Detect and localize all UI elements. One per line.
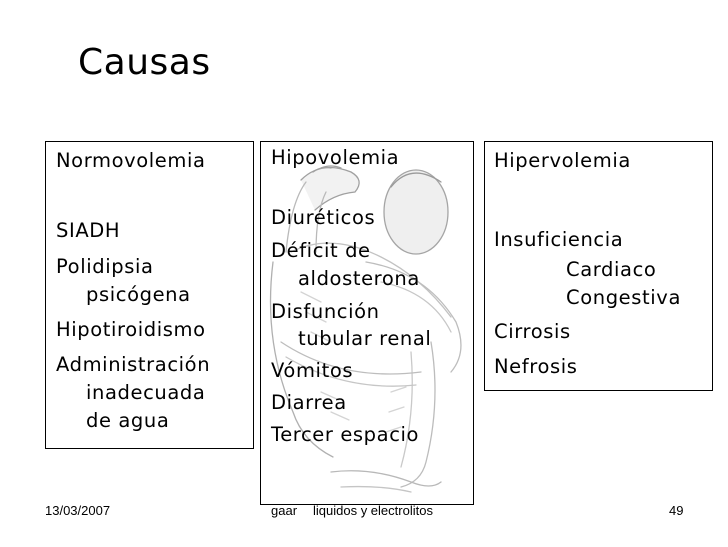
footer-topic: liquidos y electrolitos	[313, 503, 433, 518]
normovolemia-item: SIADH	[56, 219, 121, 242]
normovolemia-item: psicógena	[86, 283, 191, 306]
hipovolemia-item: Tercer espacio	[271, 423, 420, 446]
hipervolemia-item: Cirrosis	[494, 320, 571, 343]
normovolemia-item: Administración	[56, 353, 211, 376]
hipovolemia-item: Diuréticos	[271, 206, 376, 229]
hipovolemia-heading: Hipovolemia	[271, 146, 400, 169]
normovolemia-item: de agua	[86, 409, 170, 432]
hipovolemia-item: Diarrea	[271, 391, 347, 414]
hipervolemia-item: Insuficiencia	[494, 228, 624, 251]
hipovolemia-item: Vómitos	[271, 359, 354, 382]
normovolemia-item: inadecuada	[86, 381, 206, 404]
hipervolemia-item: Cardiaco	[566, 258, 657, 281]
footer-date: 13/03/2007	[45, 503, 111, 518]
slide-title: Causas	[78, 42, 211, 83]
hipovolemia-item: aldosterona	[298, 267, 420, 290]
footer-page-number: 49	[669, 503, 684, 518]
hipovolemia-item: Disfunción	[271, 300, 380, 323]
normovolemia-item: Polidipsia	[56, 255, 154, 278]
hipervolemia-item: Congestiva	[566, 286, 681, 309]
normovolemia-heading: Normovolemia	[56, 149, 206, 172]
normovolemia-item: Hipotiroidismo	[56, 318, 206, 341]
hipovolemia-item: tubular renal	[298, 327, 432, 350]
hipovolemia-item: Déficit de	[271, 239, 371, 262]
footer-author: gaar	[271, 503, 298, 518]
hipervolemia-heading: Hipervolemia	[494, 149, 631, 172]
hipervolemia-item: Nefrosis	[494, 355, 578, 378]
